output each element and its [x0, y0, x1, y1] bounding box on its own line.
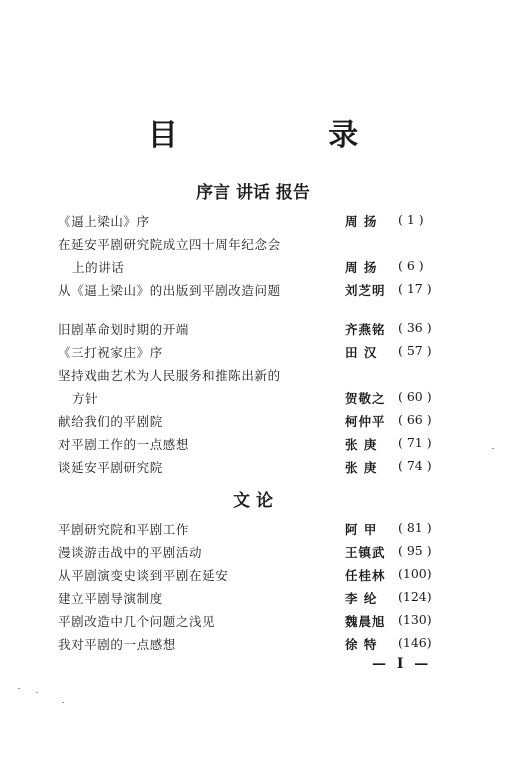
- entry-author: 张 庚: [345, 460, 378, 475]
- toc-entry[interactable]: [0, 435, 506, 457]
- entry-author: 刘芝明: [345, 283, 386, 298]
- scan-speck: [18, 688, 20, 689]
- section-heading-essays: 文 论: [233, 491, 273, 511]
- page-number: — I —: [372, 656, 432, 672]
- entry-title: 漫谈游击战中的平剧活动: [58, 545, 203, 560]
- entry-author: 阿 甲: [345, 522, 378, 537]
- toc-entry[interactable]: [0, 458, 506, 480]
- scan-speck: [36, 692, 38, 693]
- toc-entry[interactable]: [0, 389, 506, 411]
- entry-author: 李 纶: [345, 591, 378, 606]
- entry-page: (146): [398, 635, 432, 650]
- entry-page: ( 81 ): [398, 520, 432, 535]
- entry-title: 从《逼上梁山》的出版到平剧改造问题: [58, 283, 281, 298]
- entry-page: ( 1 ): [398, 212, 424, 227]
- entry-author: 任桂林: [345, 568, 386, 583]
- entry-page: ( 57 ): [398, 343, 432, 358]
- toc-entry[interactable]: [0, 366, 506, 388]
- toc-entry[interactable]: [0, 235, 506, 257]
- entry-author: 徐 特: [345, 637, 378, 652]
- toc-entry[interactable]: [0, 212, 506, 234]
- entry-title: 献给我们的平剧院: [58, 414, 163, 429]
- page-title: 目 录: [147, 118, 429, 153]
- toc-entry[interactable]: [0, 258, 506, 280]
- entry-page: ( 95 ): [398, 543, 432, 558]
- toc-entry[interactable]: [0, 635, 506, 657]
- entry-title: 建立平剧导演制度: [58, 591, 163, 606]
- entry-author: 周 扬: [345, 214, 378, 229]
- entry-author: 贺敬之: [345, 391, 386, 406]
- entry-title: 我对平剧的一点感想: [58, 637, 176, 652]
- entry-page: ( 36 ): [398, 320, 432, 335]
- entry-author: 魏晨旭: [345, 614, 386, 629]
- toc-entry[interactable]: [0, 520, 506, 542]
- entry-title: 上的讲话: [72, 260, 125, 275]
- entry-title: 从平剧演变史谈到平剧在延安: [58, 568, 229, 583]
- entry-page: ( 60 ): [398, 389, 432, 404]
- entry-title: 谈延安平剧研究院: [58, 460, 163, 475]
- entry-title: 坚持戏曲艺术为人民服务和推陈出新的: [58, 368, 281, 383]
- entry-page: ( 74 ): [398, 458, 432, 473]
- entry-title: 《三打祝家庄》序: [58, 345, 163, 360]
- entry-page: (124): [398, 589, 432, 604]
- toc-entry[interactable]: [0, 343, 506, 365]
- entry-page: (130): [398, 612, 432, 627]
- entry-title: 《逼上梁山》序: [58, 214, 150, 229]
- scan-speck: [62, 702, 64, 703]
- toc-entry[interactable]: [0, 281, 506, 303]
- section-heading-speeches: 序言 讲话 报告: [196, 183, 310, 203]
- entry-author: 齐燕铭: [345, 322, 386, 337]
- entry-title: 平剧研究院和平剧工作: [58, 522, 190, 537]
- entry-author: 周 扬: [345, 260, 378, 275]
- entry-author: 王镇武: [345, 545, 386, 560]
- entry-title: 平剧改造中几个问题之浅见: [58, 614, 216, 629]
- entry-author: 柯仲平: [345, 414, 386, 429]
- entry-title: 在延安平剧研究院成立四十周年纪念会: [58, 237, 281, 252]
- entry-page: (100): [398, 566, 432, 581]
- toc-entry[interactable]: [0, 412, 506, 434]
- entry-title: 对平剧工作的一点感想: [58, 437, 190, 452]
- entry-title: 方针: [72, 391, 99, 406]
- scan-speck: [492, 448, 494, 449]
- entry-page: ( 66 ): [398, 412, 432, 427]
- toc-entry[interactable]: [0, 589, 506, 611]
- entry-page: ( 17 ): [398, 281, 432, 296]
- entry-page: ( 71 ): [398, 435, 432, 450]
- toc-entry[interactable]: [0, 320, 506, 342]
- toc-entry[interactable]: [0, 612, 506, 634]
- entry-author: 田 汉: [345, 345, 378, 360]
- toc-entry[interactable]: [0, 543, 506, 565]
- entry-title: 旧剧革命划时期的开端: [58, 322, 190, 337]
- entry-page: ( 6 ): [398, 258, 424, 273]
- toc-entry[interactable]: [0, 566, 506, 588]
- entry-author: 张 庚: [345, 437, 378, 452]
